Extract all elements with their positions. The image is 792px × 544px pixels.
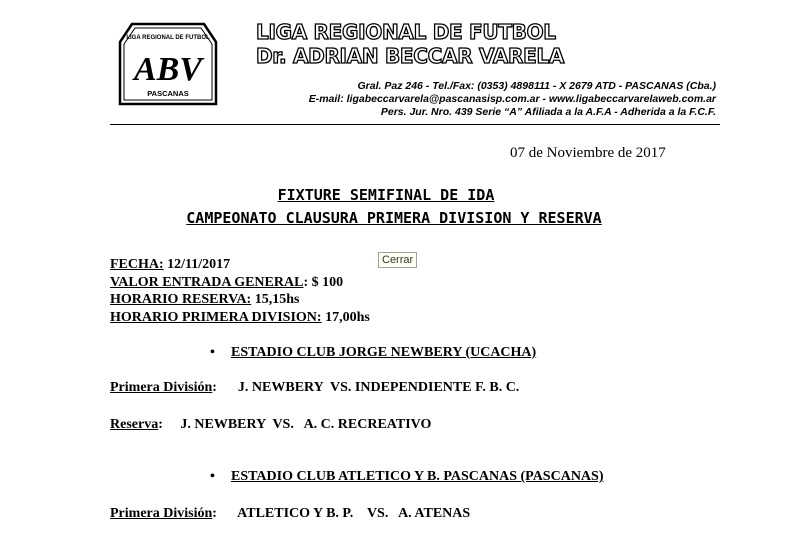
league-title-line2: Dr. ADRIAN BECCAR VARELA <box>256 44 565 68</box>
document-date: 07 de Noviembre de 2017 <box>510 145 666 161</box>
stadium-name: ESTADIO CLUB JORGE NEWBERY (UCACHA) <box>231 345 537 360</box>
match-division-label: Reserva <box>110 417 159 432</box>
league-title-line1: LIGA REGIONAL DE FUTBOL <box>256 20 556 44</box>
info-value: : $ 100 <box>303 274 344 290</box>
document-title: FIXTURE SEMIFINAL DE IDA <box>277 186 495 204</box>
bullet-icon: • <box>210 345 215 360</box>
header-divider <box>110 124 720 125</box>
info-row-horario-reserva <box>110 291 370 309</box>
contact-email-web: E-mail: ligabeccarvarela@pascanasisp.com.ar - www.ligabeccarvarelaweb.com.ar <box>308 93 716 105</box>
info-value: 12/11/2017 <box>163 257 231 272</box>
stadium-name: ESTADIO CLUB ATLETICO Y B. PASCANAS (PASCANAS) <box>231 469 604 484</box>
close-tooltip[interactable]: Cerrar <box>378 252 417 268</box>
info-row-horario-primera <box>110 309 370 327</box>
logo-top-text: LIGA REGIONAL DE FUTBOL <box>126 35 210 41</box>
stadium-heading <box>210 345 536 361</box>
info-label: HORARIO PRIMERA DIVISION: <box>110 309 322 325</box>
match-teams: : J. NEWBERY VS. INDEPENDIENTE F. B. C. <box>212 380 520 395</box>
match-division-label: Primera División <box>110 380 213 395</box>
document-subtitle: CAMPEONATO CLAUSURA PRIMERA DIVISION Y RESERVA <box>186 209 602 227</box>
match-row <box>110 380 519 396</box>
match-info <box>110 256 370 326</box>
league-title <box>256 20 716 68</box>
contact-legal: Pers. Jur. Nro. 439 Serie “A” Afiliada a la A.F.A - Adherida a la F.C.F. <box>380 106 716 118</box>
bullet-icon: • <box>210 469 215 484</box>
info-label: FECHA: <box>110 257 164 272</box>
league-logo <box>118 22 218 106</box>
info-row-fecha <box>110 256 370 274</box>
match-row <box>110 417 431 433</box>
info-value: 17,00hs <box>321 309 370 325</box>
info-value: 15,15hs <box>251 292 300 307</box>
logo-monogram: ABV <box>133 51 203 88</box>
contact-address: Gral. Paz 246 - Tel./Fax: (0353) 4898111 - X 2679 ATD - PASCANAS (Cba.) <box>357 80 716 92</box>
match-teams: : J. NEWBERY VS. A. C. RECREATIVO <box>158 417 432 432</box>
info-label: HORARIO RESERVA: <box>110 292 252 307</box>
info-row-valor <box>110 274 370 292</box>
match-teams: : ATLETICO Y B. P. VS. A. ATENAS <box>212 506 471 521</box>
match-row <box>110 506 470 522</box>
stadium-heading <box>210 469 603 485</box>
info-label: VALOR ENTRADA GENERAL <box>110 274 304 290</box>
match-division-label: Primera División <box>110 506 213 521</box>
logo-bottom-text: PASCANAS <box>147 89 189 98</box>
contact-info <box>309 80 716 119</box>
